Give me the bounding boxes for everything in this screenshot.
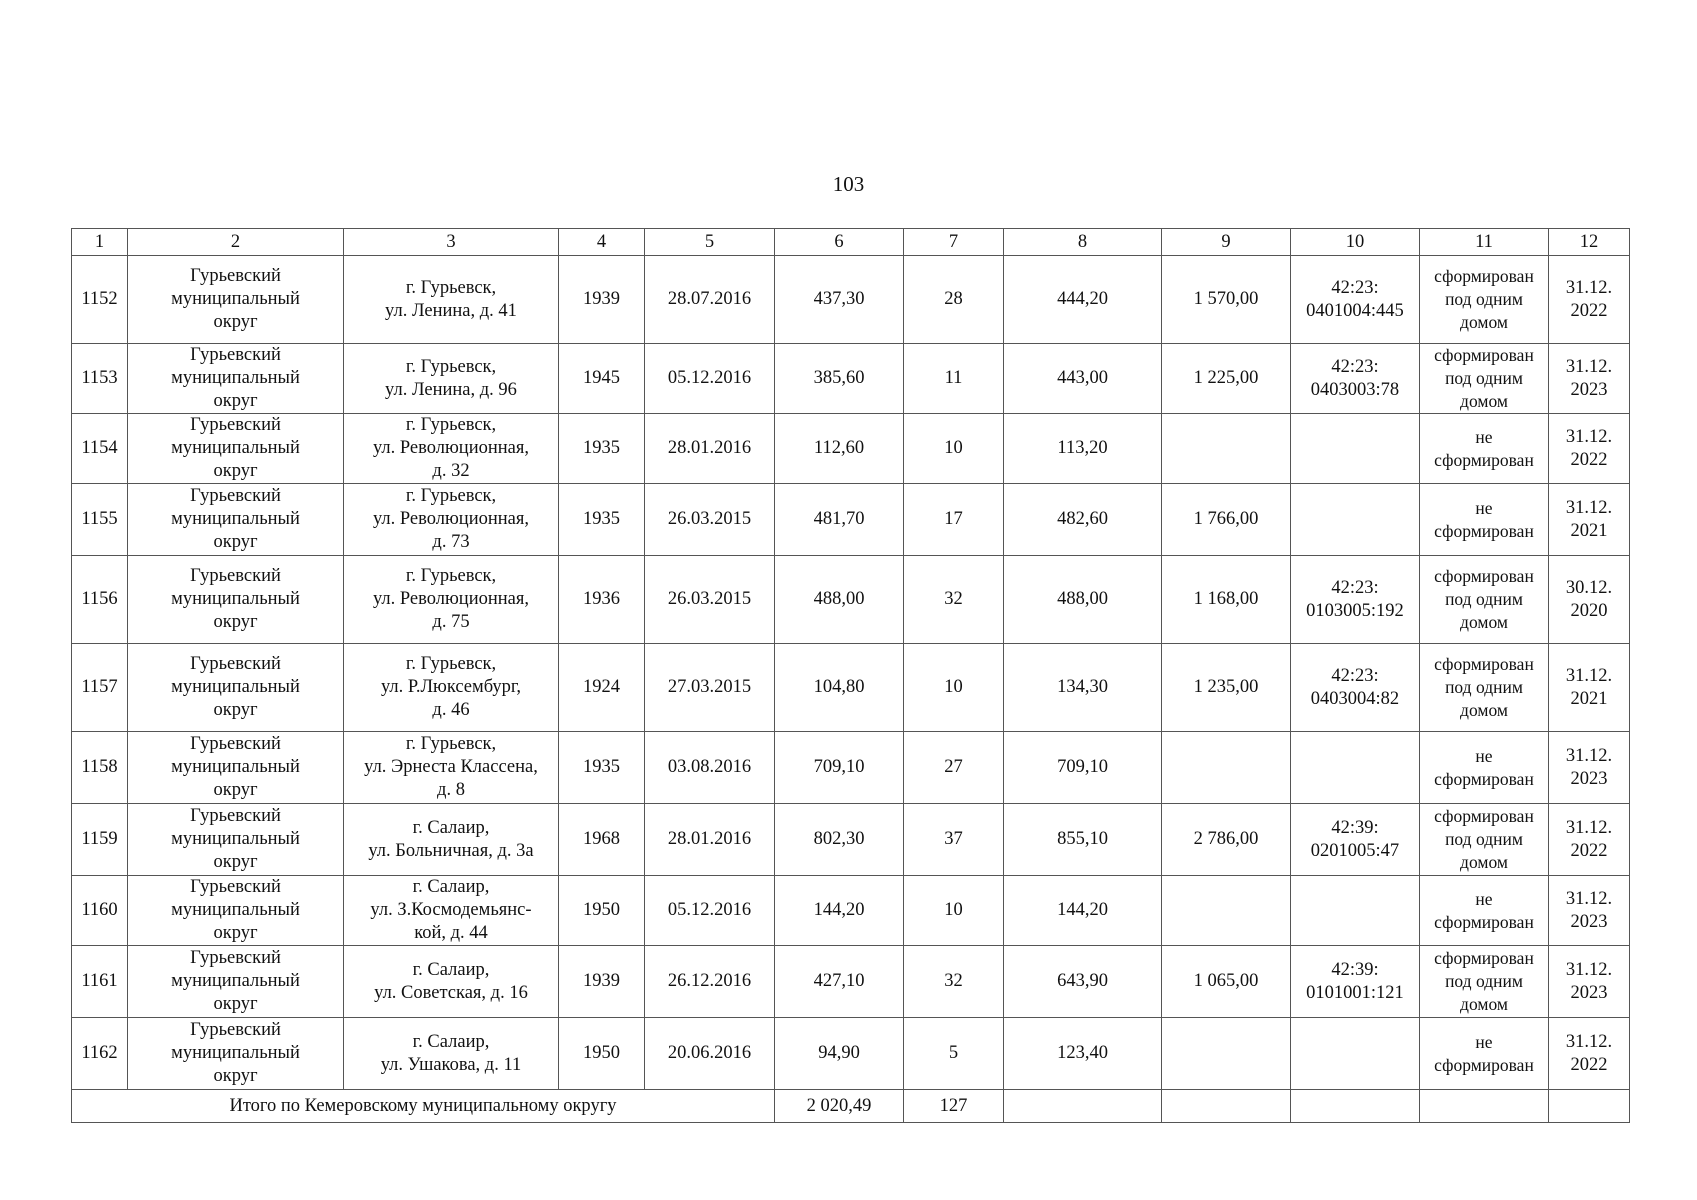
land-status-cell: не сформирован <box>1420 1018 1549 1090</box>
residents-cell: 10 <box>904 644 1004 732</box>
address-cell: г. Гурьевск, ул. Революционная, д. 32 <box>344 414 559 484</box>
address-cell: г. Гурьевск, ул. Ленина, д. 41 <box>344 256 559 344</box>
total-label: Итого по Кемеровскому муниципальному округу <box>72 1090 775 1123</box>
total-area-cell: 444,20 <box>1004 256 1162 344</box>
year-built-cell: 1950 <box>559 1018 645 1090</box>
deadline-cell: 31.12. 2023 <box>1549 344 1630 414</box>
address-cell: г. Салаир, ул. З.Космодемьянс- кой, д. 44 <box>344 876 559 946</box>
residents-cell: 37 <box>904 804 1004 876</box>
row-number-cell: 1156 <box>72 556 128 644</box>
page-number: 103 <box>832 172 865 196</box>
date-cell: 26.03.2015 <box>645 484 775 556</box>
total-area-cell: 488,00 <box>1004 556 1162 644</box>
address-cell: г. Салаир, ул. Больничная, д. 3а <box>344 804 559 876</box>
district-cell: Гурьевский муниципальный округ <box>128 344 344 414</box>
row-number-cell: 1157 <box>72 644 128 732</box>
date-cell: 28.07.2016 <box>645 256 775 344</box>
address-cell: г. Гурьевск, ул. Революционная, д. 73 <box>344 484 559 556</box>
area-cell: 709,10 <box>775 732 904 804</box>
address-cell: г. Гурьевск, ул. Революционная, д. 75 <box>344 556 559 644</box>
column-number: 10 <box>1291 229 1420 256</box>
land-status-cell: не сформирован <box>1420 732 1549 804</box>
date-cell: 26.03.2015 <box>645 556 775 644</box>
area-cell: 94,90 <box>775 1018 904 1090</box>
row-number-cell: 1161 <box>72 946 128 1018</box>
land-area-cell: 2 786,00 <box>1162 804 1291 876</box>
total-people: 127 <box>904 1090 1004 1123</box>
empty-cell <box>1420 1090 1549 1123</box>
deadline-cell: 30.12. 2020 <box>1549 556 1630 644</box>
table-row <box>72 344 1630 414</box>
land-area-cell: 1 168,00 <box>1162 556 1291 644</box>
date-cell: 03.08.2016 <box>645 732 775 804</box>
cadastral-number-cell: 42:23: 0103005:192 <box>1291 556 1420 644</box>
column-number: 5 <box>645 229 775 256</box>
land-area-cell <box>1162 876 1291 946</box>
residents-cell: 10 <box>904 414 1004 484</box>
column-number: 1 <box>72 229 128 256</box>
row-number-cell: 1159 <box>72 804 128 876</box>
housing-registry-table <box>71 228 1630 1123</box>
table-row <box>72 876 1630 946</box>
residents-cell: 11 <box>904 344 1004 414</box>
cadastral-number-cell <box>1291 732 1420 804</box>
total-area-cell: 113,20 <box>1004 414 1162 484</box>
land-status-cell: не сформирован <box>1420 876 1549 946</box>
table-row <box>72 556 1630 644</box>
year-built-cell: 1939 <box>559 256 645 344</box>
area-cell: 144,20 <box>775 876 904 946</box>
row-number-cell: 1160 <box>72 876 128 946</box>
district-cell: Гурьевский муниципальный округ <box>128 804 344 876</box>
deadline-cell: 31.12. 2022 <box>1549 256 1630 344</box>
table-row <box>72 1018 1630 1090</box>
total-area-cell: 482,60 <box>1004 484 1162 556</box>
cadastral-number-cell <box>1291 876 1420 946</box>
year-built-cell: 1939 <box>559 946 645 1018</box>
table-row <box>72 946 1630 1018</box>
column-number: 9 <box>1162 229 1291 256</box>
district-cell: Гурьевский муниципальный округ <box>128 414 344 484</box>
column-number: 11 <box>1420 229 1549 256</box>
date-cell: 26.12.2016 <box>645 946 775 1018</box>
date-cell: 20.06.2016 <box>645 1018 775 1090</box>
total-row <box>72 1090 1630 1123</box>
date-cell: 27.03.2015 <box>645 644 775 732</box>
district-cell: Гурьевский муниципальный округ <box>128 484 344 556</box>
district-cell: Гурьевский муниципальный округ <box>128 644 344 732</box>
total-area-cell: 134,30 <box>1004 644 1162 732</box>
cadastral-number-cell: 42:39: 0101001:121 <box>1291 946 1420 1018</box>
table-row <box>72 804 1630 876</box>
address-cell: г. Салаир, ул. Ушакова, д. 11 <box>344 1018 559 1090</box>
district-cell: Гурьевский муниципальный округ <box>128 556 344 644</box>
total-area-cell: 123,40 <box>1004 1018 1162 1090</box>
date-cell: 05.12.2016 <box>645 344 775 414</box>
table-row <box>72 414 1630 484</box>
residents-cell: 17 <box>904 484 1004 556</box>
area-cell: 437,30 <box>775 256 904 344</box>
land-area-cell <box>1162 732 1291 804</box>
area-cell: 112,60 <box>775 414 904 484</box>
column-number: 4 <box>559 229 645 256</box>
empty-cell <box>1549 1090 1630 1123</box>
land-status-cell: не сформирован <box>1420 414 1549 484</box>
total-area-cell: 643,90 <box>1004 946 1162 1018</box>
deadline-cell: 31.12. 2022 <box>1549 1018 1630 1090</box>
district-cell: Гурьевский муниципальный округ <box>128 876 344 946</box>
year-built-cell: 1950 <box>559 876 645 946</box>
year-built-cell: 1924 <box>559 644 645 732</box>
deadline-cell: 31.12. 2023 <box>1549 946 1630 1018</box>
cadastral-number-cell: 42:23: 0403003:78 <box>1291 344 1420 414</box>
table-row <box>72 644 1630 732</box>
year-built-cell: 1935 <box>559 414 645 484</box>
land-status-cell: не сформирован <box>1420 484 1549 556</box>
deadline-cell: 31.12. 2022 <box>1549 414 1630 484</box>
land-area-cell: 1 225,00 <box>1162 344 1291 414</box>
district-cell: Гурьевский муниципальный округ <box>128 256 344 344</box>
total-area-cell: 855,10 <box>1004 804 1162 876</box>
deadline-cell: 31.12. 2021 <box>1549 484 1630 556</box>
column-number-row <box>72 229 1630 256</box>
land-status-cell: сформирован под одним домом <box>1420 256 1549 344</box>
row-number-cell: 1153 <box>72 344 128 414</box>
column-number: 2 <box>128 229 344 256</box>
residents-cell: 32 <box>904 946 1004 1018</box>
column-number: 7 <box>904 229 1004 256</box>
empty-cell <box>1004 1090 1162 1123</box>
deadline-cell: 31.12. 2023 <box>1549 876 1630 946</box>
table-row <box>72 484 1630 556</box>
area-cell: 481,70 <box>775 484 904 556</box>
row-number-cell: 1158 <box>72 732 128 804</box>
area-cell: 488,00 <box>775 556 904 644</box>
cadastral-number-cell <box>1291 484 1420 556</box>
total-area-cell: 443,00 <box>1004 344 1162 414</box>
address-cell: г. Гурьевск, ул. Ленина, д. 96 <box>344 344 559 414</box>
row-number-cell: 1162 <box>72 1018 128 1090</box>
column-number: 12 <box>1549 229 1630 256</box>
year-built-cell: 1945 <box>559 344 645 414</box>
area-cell: 385,60 <box>775 344 904 414</box>
year-built-cell: 1935 <box>559 484 645 556</box>
area-cell: 104,80 <box>775 644 904 732</box>
address-cell: г. Гурьевск, ул. Р.Люксембург, д. 46 <box>344 644 559 732</box>
date-cell: 05.12.2016 <box>645 876 775 946</box>
date-cell: 28.01.2016 <box>645 804 775 876</box>
district-cell: Гурьевский муниципальный округ <box>128 1018 344 1090</box>
land-area-cell: 1 065,00 <box>1162 946 1291 1018</box>
land-area-cell: 1 766,00 <box>1162 484 1291 556</box>
cadastral-number-cell <box>1291 414 1420 484</box>
residents-cell: 10 <box>904 876 1004 946</box>
area-cell: 427,10 <box>775 946 904 1018</box>
district-cell: Гурьевский муниципальный округ <box>128 946 344 1018</box>
address-cell: г. Салаир, ул. Советская, д. 16 <box>344 946 559 1018</box>
cadastral-number-cell <box>1291 1018 1420 1090</box>
year-built-cell: 1968 <box>559 804 645 876</box>
land-status-cell: сформирован под одним домом <box>1420 644 1549 732</box>
total-area-cell: 709,10 <box>1004 732 1162 804</box>
table-row <box>72 732 1630 804</box>
cadastral-number-cell: 42:23: 0401004:445 <box>1291 256 1420 344</box>
residents-cell: 32 <box>904 556 1004 644</box>
total-area: 2 020,49 <box>775 1090 904 1123</box>
residents-cell: 5 <box>904 1018 1004 1090</box>
deadline-cell: 31.12. 2022 <box>1549 804 1630 876</box>
land-area-cell <box>1162 1018 1291 1090</box>
district-cell: Гурьевский муниципальный округ <box>128 732 344 804</box>
date-cell: 28.01.2016 <box>645 414 775 484</box>
deadline-cell: 31.12. 2023 <box>1549 732 1630 804</box>
total-area-cell: 144,20 <box>1004 876 1162 946</box>
column-number: 8 <box>1004 229 1162 256</box>
cadastral-number-cell: 42:23: 0403004:82 <box>1291 644 1420 732</box>
year-built-cell: 1935 <box>559 732 645 804</box>
residents-cell: 28 <box>904 256 1004 344</box>
land-area-cell: 1 235,00 <box>1162 644 1291 732</box>
empty-cell <box>1291 1090 1420 1123</box>
year-built-cell: 1936 <box>559 556 645 644</box>
residents-cell: 27 <box>904 732 1004 804</box>
land-area-cell <box>1162 414 1291 484</box>
row-number-cell: 1155 <box>72 484 128 556</box>
land-status-cell: сформирован под одним домом <box>1420 804 1549 876</box>
deadline-cell: 31.12. 2021 <box>1549 644 1630 732</box>
land-status-cell: сформирован под одним домом <box>1420 556 1549 644</box>
land-area-cell: 1 570,00 <box>1162 256 1291 344</box>
row-number-cell: 1154 <box>72 414 128 484</box>
column-number: 3 <box>344 229 559 256</box>
area-cell: 802,30 <box>775 804 904 876</box>
address-cell: г. Гурьевск, ул. Эрнеста Классена, д. 8 <box>344 732 559 804</box>
column-number: 6 <box>775 229 904 256</box>
land-status-cell: сформирован под одним домом <box>1420 344 1549 414</box>
row-number-cell: 1152 <box>72 256 128 344</box>
empty-cell <box>1162 1090 1291 1123</box>
table-row <box>72 256 1630 344</box>
cadastral-number-cell: 42:39: 0201005:47 <box>1291 804 1420 876</box>
land-status-cell: сформирован под одним домом <box>1420 946 1549 1018</box>
